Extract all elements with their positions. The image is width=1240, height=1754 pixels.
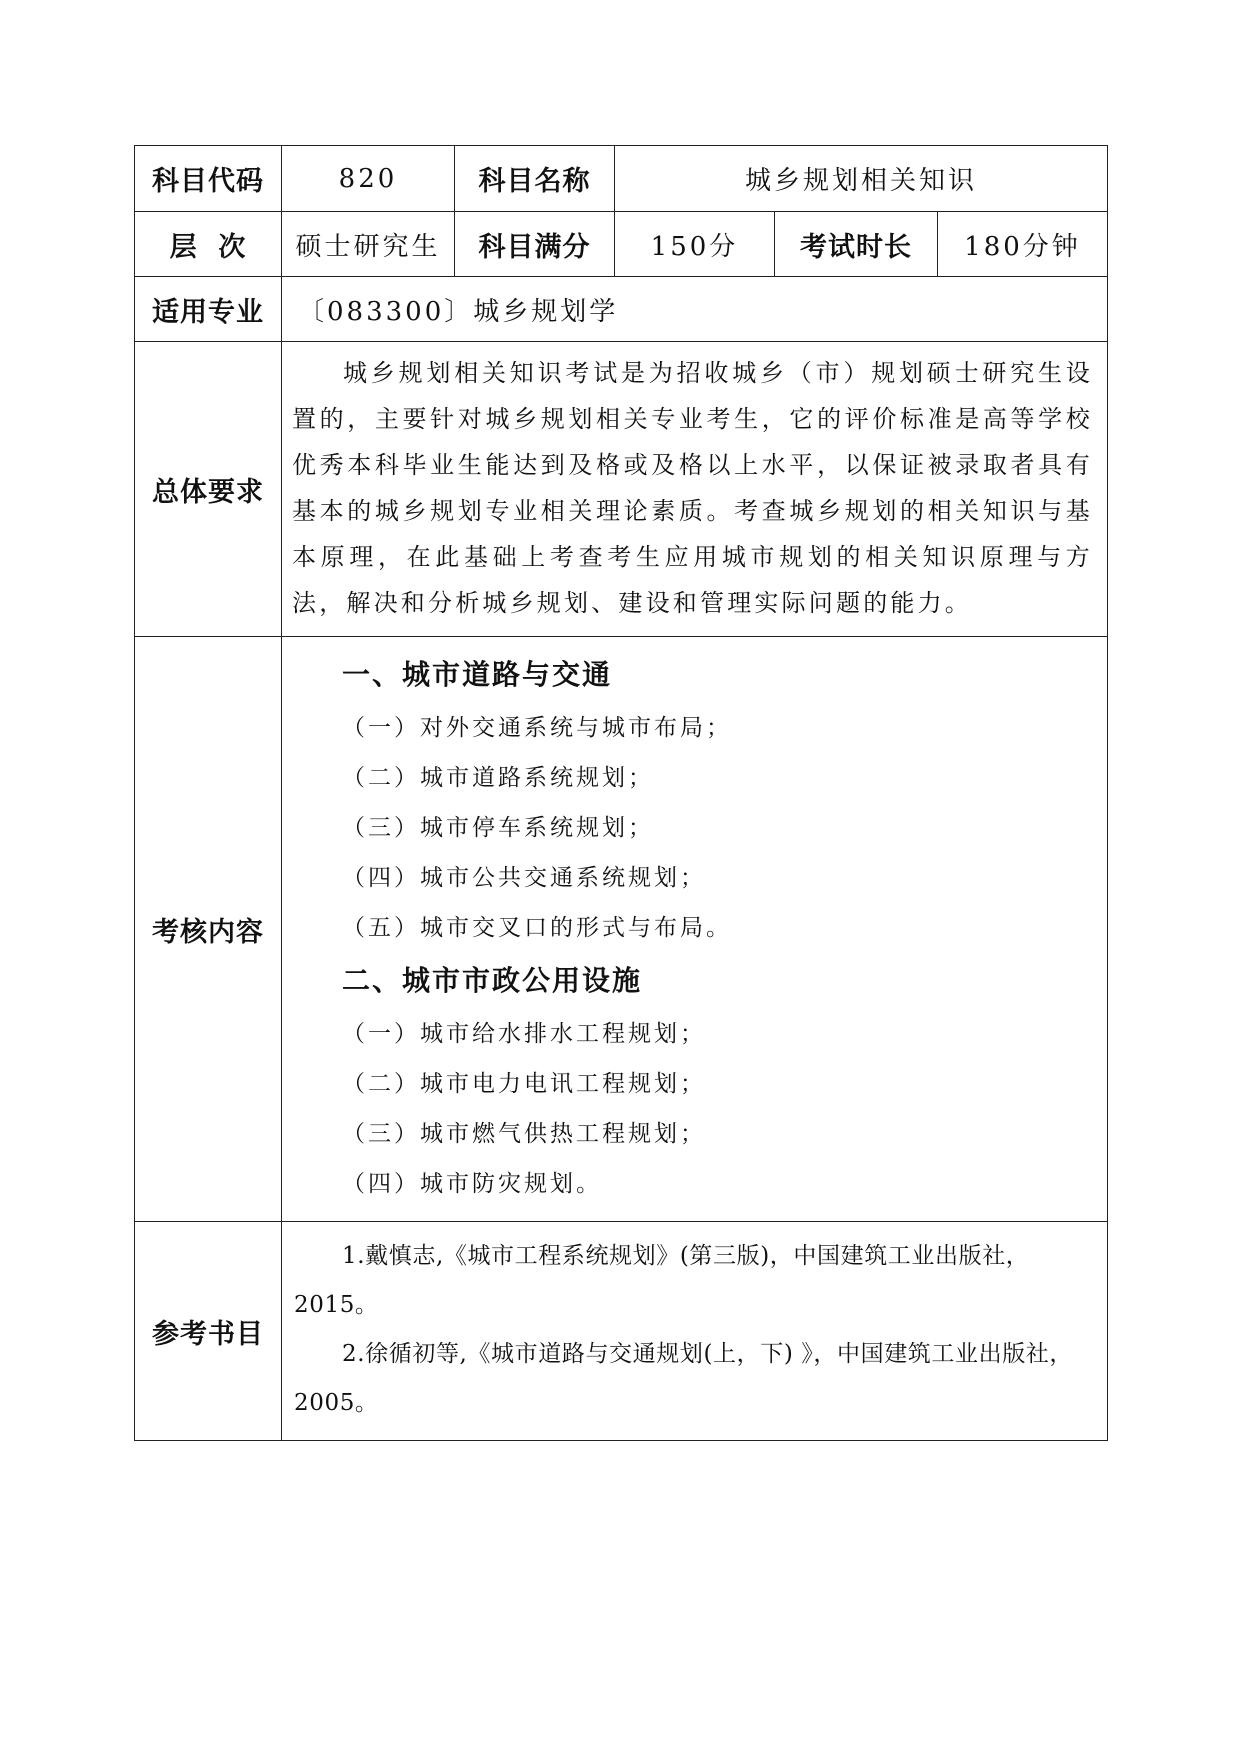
- subject-row: [135, 146, 1108, 212]
- level-label: 层 次: [135, 212, 282, 277]
- references-label: 参考书目: [135, 1222, 282, 1441]
- list-item: （一）城市给水排水工程规划；: [342, 1021, 706, 1047]
- list-item: （四）城市防灾规划。: [342, 1171, 602, 1197]
- reference-item: 2.徐循初等,《城市道路与交通规划(上，下) 》，中国建筑工业出版社，2005。: [294, 1341, 1074, 1416]
- subject-name-label: 科目名称: [455, 146, 615, 212]
- section-title: 二、城市市政公用设施: [342, 964, 643, 997]
- list-item: （二）城市道路系统规划；: [342, 765, 654, 791]
- exam-duration-label: 考试时长: [775, 212, 938, 277]
- list-item: （三）城市停车系统规划；: [342, 815, 654, 841]
- subject-code-label: 科目代码: [135, 146, 282, 212]
- syllabus-table: [134, 145, 1108, 1441]
- full-score-value: 150分: [615, 212, 775, 277]
- list-item: （三）城市燃气供热工程规划；: [342, 1121, 706, 1147]
- subject-name-value: 城乡规划相关知识: [615, 146, 1108, 212]
- list-item: （四）城市公共交通系统规划；: [342, 865, 706, 891]
- list-item: （二）城市电力电讯工程规划；: [342, 1071, 706, 1097]
- list-item: （一）对外交通系统与城市布局；: [342, 715, 732, 741]
- subject-code-value: 820: [282, 146, 455, 212]
- section-title: 一、城市道路与交通: [342, 658, 613, 691]
- exam-syllabus-sheet: [134, 145, 1107, 1441]
- reference-item: 1.戴慎志,《城市工程系统规划》(第三版)，中国建筑工业出版社，2015。: [294, 1243, 1030, 1318]
- content-body: [282, 637, 1108, 1222]
- references-body: [282, 1222, 1108, 1441]
- requirements-label: 总体要求: [135, 342, 282, 637]
- major-value: 〔083300〕城乡规划学: [282, 277, 1108, 342]
- content-row: [135, 637, 1108, 1222]
- references-row: [135, 1222, 1108, 1441]
- list-item: （五）城市交叉口的形式与布局。: [342, 915, 732, 941]
- major-row: [135, 277, 1108, 342]
- requirements-text: 城乡规划相关知识考试是为招收城乡（市）规划硕士研究生设置的，主要针对城乡规划相关专业考生，它的评价标准是高等学校优秀本科毕业生能达到及格或及格以上水平，以保证被录取者具有基本的城乡规划专业相关理论素质。考查城乡规划的相关知识与基本原理，在此基础上考查考生应用城市规划的相关知识原理与方法，解决和分析城乡规划、建设和管理实际问题的能力。: [282, 342, 1108, 637]
- level-row: [135, 212, 1108, 277]
- exam-duration-value: 180分钟: [938, 212, 1108, 277]
- level-value: 硕士研究生: [282, 212, 455, 277]
- requirements-row: [135, 342, 1108, 637]
- major-label: 适用专业: [135, 277, 282, 342]
- content-label: 考核内容: [135, 637, 282, 1222]
- full-score-label: 科目满分: [455, 212, 615, 277]
